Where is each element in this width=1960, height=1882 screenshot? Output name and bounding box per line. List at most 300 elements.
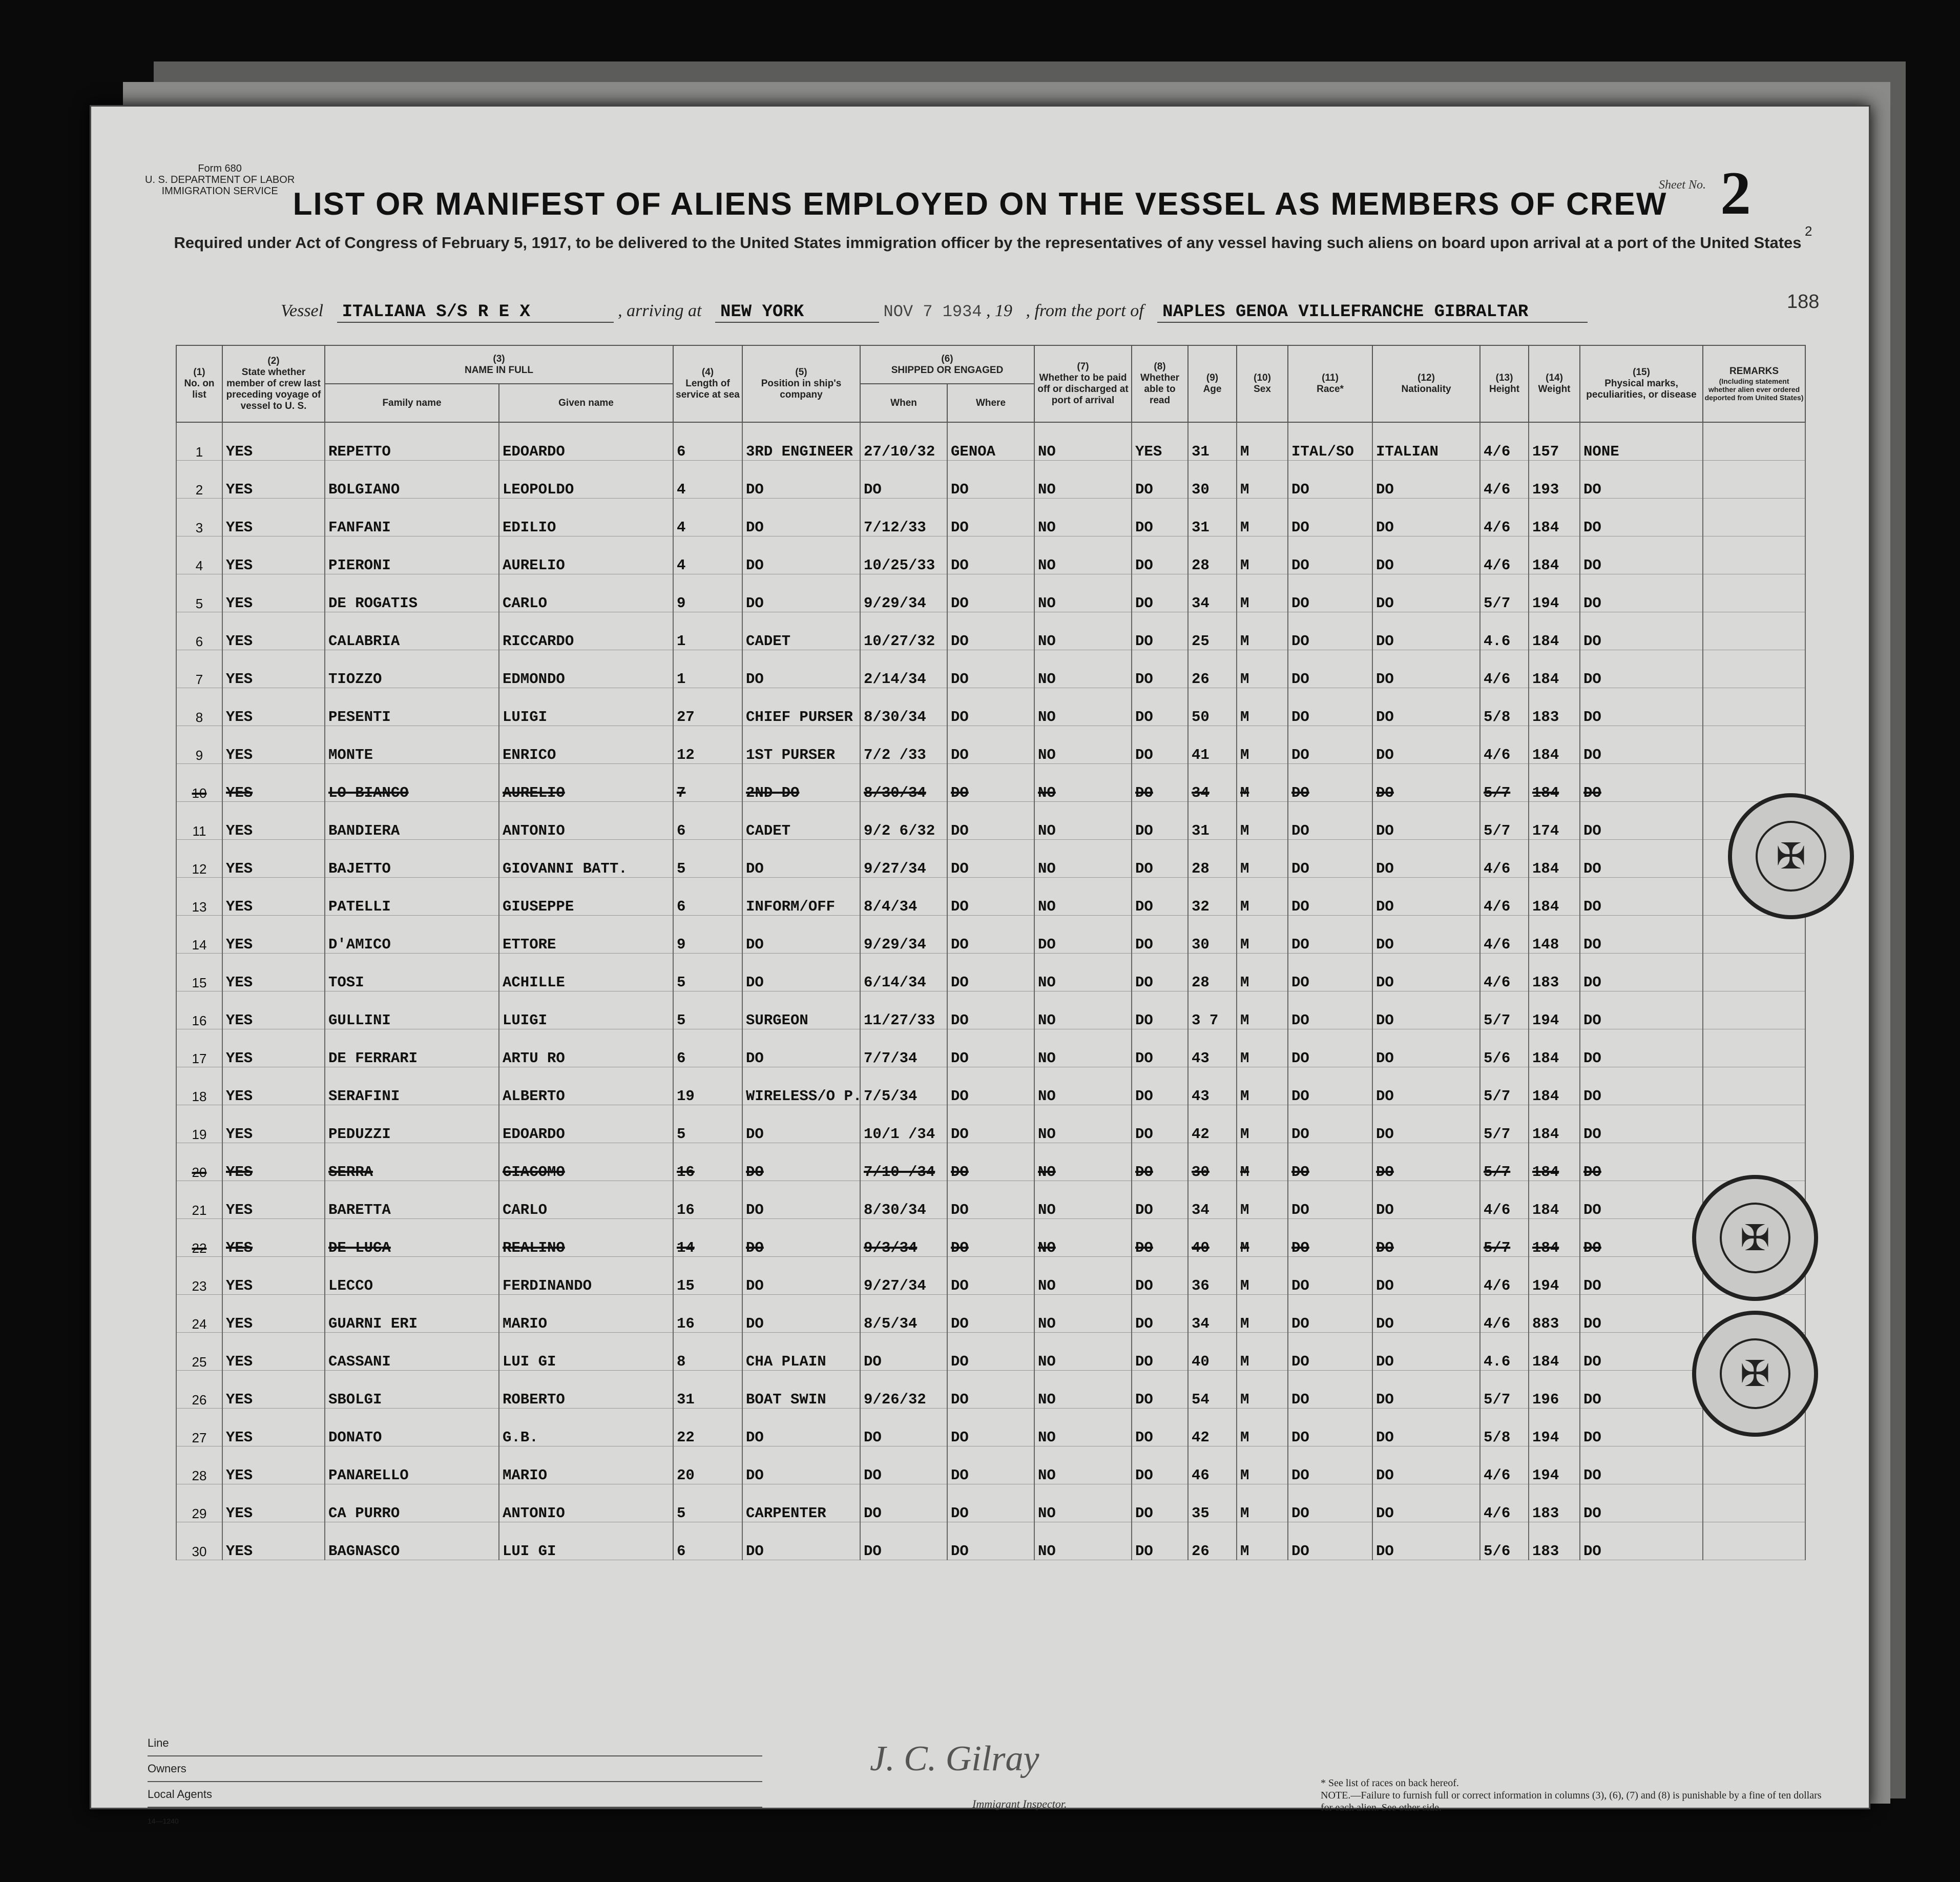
paid-off: NO bbox=[1034, 840, 1132, 878]
position: DO bbox=[742, 1409, 860, 1446]
service-length: 9 bbox=[673, 916, 742, 954]
height: 4/6 bbox=[1480, 1181, 1529, 1219]
paid-off: NO bbox=[1034, 422, 1132, 461]
paid-off: NO bbox=[1034, 1333, 1132, 1371]
physical-marks: DO bbox=[1580, 916, 1703, 954]
prev-voyage: YES bbox=[222, 1446, 325, 1484]
physical-marks: DO bbox=[1580, 1522, 1703, 1560]
family-name: D'AMICO bbox=[325, 916, 499, 954]
row-number: 18 bbox=[176, 1067, 222, 1105]
paid-off: NO bbox=[1034, 726, 1132, 764]
given-name: G.B. bbox=[499, 1409, 673, 1446]
weight: 184 bbox=[1529, 1181, 1580, 1219]
age: 3 7 bbox=[1188, 991, 1237, 1029]
shipped-when: 8/4/34 bbox=[860, 878, 947, 916]
shipped-where: DO bbox=[947, 916, 1034, 954]
physical-marks: DO bbox=[1580, 991, 1703, 1029]
height: 4/6 bbox=[1480, 954, 1529, 991]
physical-marks: DO bbox=[1580, 1067, 1703, 1105]
shipped-where: DO bbox=[947, 688, 1034, 726]
position: DO bbox=[742, 916, 860, 954]
height: 5/6 bbox=[1480, 1029, 1529, 1067]
able-to-read: DO bbox=[1132, 1522, 1188, 1560]
service-length: 6 bbox=[673, 422, 742, 461]
col-remarks: REMARKS (Including statement whether alien ever ordered deported from United States) bbox=[1703, 345, 1805, 422]
able-to-read: YES bbox=[1132, 422, 1188, 461]
footer-fields bbox=[148, 1731, 762, 1832]
family-name: BARETTA bbox=[325, 1181, 499, 1219]
family-name: BOLGIANO bbox=[325, 461, 499, 499]
position: DO bbox=[742, 499, 860, 536]
paid-off: NO bbox=[1034, 1409, 1132, 1446]
given-name: REALINO bbox=[499, 1219, 673, 1257]
shipped-when: 7/2 /33 bbox=[860, 726, 947, 764]
remarks bbox=[1703, 1029, 1805, 1067]
col-given-name: Given name bbox=[499, 384, 673, 422]
prev-voyage: YES bbox=[222, 916, 325, 954]
consulate-seal bbox=[1692, 1175, 1818, 1301]
family-name: LECCO bbox=[325, 1257, 499, 1295]
row-number: 23 bbox=[176, 1257, 222, 1295]
sex: M bbox=[1237, 461, 1288, 499]
shipped-when: 2/14/34 bbox=[860, 650, 947, 688]
sex: M bbox=[1237, 1181, 1288, 1219]
service-length: 12 bbox=[673, 726, 742, 764]
shipped-when: DO bbox=[860, 1409, 947, 1446]
family-name: CALABRIA bbox=[325, 612, 499, 650]
col-nationality: (12) Nationality bbox=[1372, 345, 1480, 422]
given-name: EDMONDO bbox=[499, 650, 673, 688]
able-to-read: DO bbox=[1132, 688, 1188, 726]
height: 4/6 bbox=[1480, 726, 1529, 764]
service-length: 14 bbox=[673, 1219, 742, 1257]
row-number: 16 bbox=[176, 991, 222, 1029]
sex: M bbox=[1237, 1029, 1288, 1067]
shipped-where: DO bbox=[947, 764, 1034, 802]
able-to-read: DO bbox=[1132, 499, 1188, 536]
family-name: FANFANI bbox=[325, 499, 499, 536]
table-row bbox=[176, 1446, 1805, 1484]
prev-voyage: YES bbox=[222, 1067, 325, 1105]
shipped-where: DO bbox=[947, 1257, 1034, 1295]
service-length: 6 bbox=[673, 878, 742, 916]
weight: 184 bbox=[1529, 1333, 1580, 1371]
weight: 184 bbox=[1529, 1067, 1580, 1105]
nationality: DO bbox=[1372, 878, 1480, 916]
prev-voyage: YES bbox=[222, 650, 325, 688]
nationality: DO bbox=[1372, 650, 1480, 688]
table-row bbox=[176, 1181, 1805, 1219]
shipped-when: 9/3/34 bbox=[860, 1219, 947, 1257]
shipped-where: DO bbox=[947, 1067, 1034, 1105]
race: DO bbox=[1288, 1257, 1372, 1295]
physical-marks: DO bbox=[1580, 1105, 1703, 1143]
height: 4/6 bbox=[1480, 878, 1529, 916]
physical-marks: DO bbox=[1580, 1371, 1703, 1409]
family-name: PIERONI bbox=[325, 536, 499, 574]
physical-marks: DO bbox=[1580, 726, 1703, 764]
sheet-no-label: Sheet No. bbox=[1659, 178, 1706, 192]
sex: M bbox=[1237, 1105, 1288, 1143]
family-name: LO BIANCO bbox=[325, 764, 499, 802]
nationality: DO bbox=[1372, 688, 1480, 726]
family-name: REPETTO bbox=[325, 422, 499, 461]
race: DO bbox=[1288, 574, 1372, 612]
position: 3RD ENGINEER bbox=[742, 422, 860, 461]
family-name: MONTE bbox=[325, 726, 499, 764]
page-title: LIST OR MANIFEST OF ALIENS EMPLOYED ON THE VESSEL AS MEMBERS OF CREW bbox=[293, 187, 1667, 222]
shipped-when: 10/1 /34 bbox=[860, 1105, 947, 1143]
nationality: DO bbox=[1372, 1333, 1480, 1371]
shipped-when: 7/5/34 bbox=[860, 1067, 947, 1105]
given-name: MARIO bbox=[499, 1446, 673, 1484]
shipped-where: DO bbox=[947, 1219, 1034, 1257]
age: 54 bbox=[1188, 1371, 1237, 1409]
prev-voyage: YES bbox=[222, 1371, 325, 1409]
shipped-where: DO bbox=[947, 499, 1034, 536]
able-to-read: DO bbox=[1132, 1409, 1188, 1446]
shipped-where: DO bbox=[947, 1029, 1034, 1067]
family-name: DE FERRARI bbox=[325, 1029, 499, 1067]
table-row bbox=[176, 1067, 1805, 1105]
prev-voyage: YES bbox=[222, 536, 325, 574]
age: 42 bbox=[1188, 1409, 1237, 1446]
age: 30 bbox=[1188, 1143, 1237, 1181]
table-row bbox=[176, 1029, 1805, 1067]
shipped-where: DO bbox=[947, 536, 1034, 574]
col-age: (9) Age bbox=[1188, 345, 1237, 422]
table-row bbox=[176, 802, 1805, 840]
race: DO bbox=[1288, 991, 1372, 1029]
row-number: 28 bbox=[176, 1446, 222, 1484]
paid-off: NO bbox=[1034, 650, 1132, 688]
prev-voyage: YES bbox=[222, 499, 325, 536]
inspector-label: Immigrant Inspector. bbox=[972, 1797, 1067, 1810]
paid-off: NO bbox=[1034, 1446, 1132, 1484]
remarks bbox=[1703, 1484, 1805, 1522]
given-name: LUIGI bbox=[499, 991, 673, 1029]
prev-voyage: YES bbox=[222, 1295, 325, 1333]
remarks bbox=[1703, 991, 1805, 1029]
sex: M bbox=[1237, 916, 1288, 954]
race: DO bbox=[1288, 878, 1372, 916]
sheet-small-number: 2 bbox=[1805, 223, 1812, 239]
row-number: 9 bbox=[176, 726, 222, 764]
nationality: DO bbox=[1372, 1522, 1480, 1560]
col-position: (5) Position in ship's company bbox=[742, 345, 860, 422]
year-label: , 19 bbox=[986, 301, 1013, 320]
age: 42 bbox=[1188, 1105, 1237, 1143]
able-to-read: DO bbox=[1132, 840, 1188, 878]
age: 31 bbox=[1188, 802, 1237, 840]
arriving-label: , arriving at bbox=[618, 301, 702, 320]
physical-marks: DO bbox=[1580, 1219, 1703, 1257]
shipped-when: 8/30/34 bbox=[860, 1181, 947, 1219]
physical-marks: DO bbox=[1580, 1446, 1703, 1484]
height: 4/6 bbox=[1480, 650, 1529, 688]
service-length: 6 bbox=[673, 1522, 742, 1560]
nationality: DO bbox=[1372, 1484, 1480, 1522]
shipped-when: 7/7/34 bbox=[860, 1029, 947, 1067]
paid-off: NO bbox=[1034, 688, 1132, 726]
height: 5/7 bbox=[1480, 764, 1529, 802]
shipped-when: 10/27/32 bbox=[860, 612, 947, 650]
able-to-read: DO bbox=[1132, 1446, 1188, 1484]
nationality: DO bbox=[1372, 1105, 1480, 1143]
position: DO bbox=[742, 840, 860, 878]
shipped-when: DO bbox=[860, 1333, 947, 1371]
position: CARPENTER bbox=[742, 1484, 860, 1522]
shipped-where: DO bbox=[947, 1446, 1034, 1484]
nationality: DO bbox=[1372, 1371, 1480, 1409]
col-height: (13) Height bbox=[1480, 345, 1529, 422]
departure-ports: NAPLES GENOA VILLEFRANCHE GIBRALTAR bbox=[1157, 302, 1588, 323]
col-shipped: (6) SHIPPED OR ENGAGED bbox=[860, 345, 1034, 384]
col-where: Where bbox=[947, 384, 1034, 422]
sex: M bbox=[1237, 536, 1288, 574]
footer-notes bbox=[1321, 1777, 1833, 1814]
able-to-read: DO bbox=[1132, 1219, 1188, 1257]
able-to-read: DO bbox=[1132, 1029, 1188, 1067]
service-length: 4 bbox=[673, 499, 742, 536]
row-number: 15 bbox=[176, 954, 222, 991]
shipped-where: DO bbox=[947, 802, 1034, 840]
col-when: When bbox=[860, 384, 947, 422]
col-race: (11) Race* bbox=[1288, 345, 1372, 422]
crew-table-wrap bbox=[176, 345, 1805, 1560]
service-length: 15 bbox=[673, 1257, 742, 1295]
service-length: 9 bbox=[673, 574, 742, 612]
paid-off: NO bbox=[1034, 1105, 1132, 1143]
nationality: DO bbox=[1372, 954, 1480, 991]
age: 43 bbox=[1188, 1067, 1237, 1105]
nationality: DO bbox=[1372, 916, 1480, 954]
date-stamp: NOV 7 1934 bbox=[883, 302, 982, 321]
age: 50 bbox=[1188, 688, 1237, 726]
weight: 183 bbox=[1529, 1522, 1580, 1560]
physical-marks: DO bbox=[1580, 1029, 1703, 1067]
weight: 184 bbox=[1529, 764, 1580, 802]
paid-off: DO bbox=[1034, 916, 1132, 954]
race: DO bbox=[1288, 1446, 1372, 1484]
prev-voyage: YES bbox=[222, 1257, 325, 1295]
physical-marks: DO bbox=[1580, 1484, 1703, 1522]
weight: 184 bbox=[1529, 1105, 1580, 1143]
given-name: CARLO bbox=[499, 1181, 673, 1219]
col-family-name: Family name bbox=[325, 384, 499, 422]
remarks bbox=[1703, 461, 1805, 499]
given-name: EDOARDO bbox=[499, 422, 673, 461]
weight: 193 bbox=[1529, 461, 1580, 499]
prev-voyage: YES bbox=[222, 726, 325, 764]
arrival-port: NEW YORK bbox=[715, 302, 879, 323]
prev-voyage: YES bbox=[222, 878, 325, 916]
weight: 194 bbox=[1529, 1409, 1580, 1446]
table-row bbox=[176, 574, 1805, 612]
able-to-read: DO bbox=[1132, 1105, 1188, 1143]
table-row bbox=[176, 1522, 1805, 1560]
weight: 184 bbox=[1529, 536, 1580, 574]
able-to-read: DO bbox=[1132, 916, 1188, 954]
height: 4/6 bbox=[1480, 1257, 1529, 1295]
prev-voyage: YES bbox=[222, 1143, 325, 1181]
shipped-when: 9/27/34 bbox=[860, 840, 947, 878]
height: 4/6 bbox=[1480, 422, 1529, 461]
able-to-read: DO bbox=[1132, 1295, 1188, 1333]
able-to-read: DO bbox=[1132, 991, 1188, 1029]
service-length: 31 bbox=[673, 1371, 742, 1409]
col-service: (4) Length of service at sea bbox=[673, 345, 742, 422]
family-name: PATELLI bbox=[325, 878, 499, 916]
age: 34 bbox=[1188, 1181, 1237, 1219]
position: DO bbox=[742, 536, 860, 574]
given-name: GIACOMO bbox=[499, 1143, 673, 1181]
paid-off: NO bbox=[1034, 461, 1132, 499]
row-number: 24 bbox=[176, 1295, 222, 1333]
nationality: DO bbox=[1372, 991, 1480, 1029]
able-to-read: DO bbox=[1132, 802, 1188, 840]
shipped-when: 8/5/34 bbox=[860, 1295, 947, 1333]
height: 5/6 bbox=[1480, 1522, 1529, 1560]
family-name: BAJETTO bbox=[325, 840, 499, 878]
remarks bbox=[1703, 536, 1805, 574]
prev-voyage: YES bbox=[222, 1484, 325, 1522]
race: DO bbox=[1288, 726, 1372, 764]
inspector-signature: J. C. Gilray bbox=[870, 1739, 1039, 1778]
agents-code: 14—1240 bbox=[148, 1817, 179, 1825]
weight: 184 bbox=[1529, 1219, 1580, 1257]
age: 46 bbox=[1188, 1446, 1237, 1484]
table-row bbox=[176, 650, 1805, 688]
service-length: 5 bbox=[673, 1484, 742, 1522]
prev-voyage: YES bbox=[222, 1333, 325, 1371]
nationality: DO bbox=[1372, 536, 1480, 574]
table-row bbox=[176, 991, 1805, 1029]
nationality: DO bbox=[1372, 1257, 1480, 1295]
given-name: GIOVANNI BATT. bbox=[499, 840, 673, 878]
row-number: 6 bbox=[176, 612, 222, 650]
table-row bbox=[176, 612, 1805, 650]
paid-off: NO bbox=[1034, 1295, 1132, 1333]
race: DO bbox=[1288, 840, 1372, 878]
sex: M bbox=[1237, 1371, 1288, 1409]
row-number: 2 bbox=[176, 461, 222, 499]
prev-voyage: YES bbox=[222, 461, 325, 499]
col-paid-off: (7) Whether to be paid off or discharged at port of arrival bbox=[1034, 345, 1132, 422]
family-name: CA PURRO bbox=[325, 1484, 499, 1522]
nationality: DO bbox=[1372, 1029, 1480, 1067]
position: DO bbox=[742, 1257, 860, 1295]
nationality: DO bbox=[1372, 1181, 1480, 1219]
physical-marks: DO bbox=[1580, 499, 1703, 536]
prev-voyage: YES bbox=[222, 612, 325, 650]
shipped-when: 7/10 /34 bbox=[860, 1143, 947, 1181]
vessel-line bbox=[281, 301, 1588, 323]
family-name: SERRA bbox=[325, 1143, 499, 1181]
weight: 194 bbox=[1529, 1446, 1580, 1484]
weight: 184 bbox=[1529, 650, 1580, 688]
family-name: SBOLGI bbox=[325, 1371, 499, 1409]
paid-off: NO bbox=[1034, 1143, 1132, 1181]
position: BOAT SWIN bbox=[742, 1371, 860, 1409]
weight: 184 bbox=[1529, 840, 1580, 878]
family-name: SERAFINI bbox=[325, 1067, 499, 1105]
prev-voyage: YES bbox=[222, 840, 325, 878]
able-to-read: DO bbox=[1132, 1257, 1188, 1295]
sex: M bbox=[1237, 574, 1288, 612]
race: DO bbox=[1288, 1484, 1372, 1522]
table-row bbox=[176, 1257, 1805, 1295]
prev-voyage: YES bbox=[222, 1181, 325, 1219]
col-prev-voyage: (2) State whether member of crew last preceding voyage of vessel to U. S. bbox=[222, 345, 325, 422]
age: 35 bbox=[1188, 1484, 1237, 1522]
row-number: 1 bbox=[176, 422, 222, 461]
row-number: 10 bbox=[176, 764, 222, 802]
given-name: ROBERTO bbox=[499, 1371, 673, 1409]
age: 34 bbox=[1188, 1295, 1237, 1333]
vessel-label: Vessel bbox=[281, 301, 324, 320]
table-row bbox=[176, 1105, 1805, 1143]
table-row bbox=[176, 1295, 1805, 1333]
family-name: DONATO bbox=[325, 1409, 499, 1446]
race: DO bbox=[1288, 1295, 1372, 1333]
race: DO bbox=[1288, 916, 1372, 954]
shipped-when: DO bbox=[860, 1446, 947, 1484]
family-name: PANARELLO bbox=[325, 1446, 499, 1484]
weight: 174 bbox=[1529, 802, 1580, 840]
given-name: MARIO bbox=[499, 1295, 673, 1333]
given-name: ALBERTO bbox=[499, 1067, 673, 1105]
given-name: LUIGI bbox=[499, 688, 673, 726]
race: DO bbox=[1288, 1029, 1372, 1067]
sex: M bbox=[1237, 422, 1288, 461]
weight: 184 bbox=[1529, 726, 1580, 764]
table-row bbox=[176, 461, 1805, 499]
sex: M bbox=[1237, 650, 1288, 688]
remarks bbox=[1703, 499, 1805, 536]
sex: M bbox=[1237, 726, 1288, 764]
shipped-when: 9/2 6/32 bbox=[860, 802, 947, 840]
weight: 184 bbox=[1529, 878, 1580, 916]
paid-off: NO bbox=[1034, 1219, 1132, 1257]
race: DO bbox=[1288, 1409, 1372, 1446]
position: CADET bbox=[742, 802, 860, 840]
service-length: 5 bbox=[673, 1105, 742, 1143]
able-to-read: DO bbox=[1132, 612, 1188, 650]
height: 5/7 bbox=[1480, 1067, 1529, 1105]
height: 4/6 bbox=[1480, 1446, 1529, 1484]
remarks bbox=[1703, 1067, 1805, 1105]
paid-off: NO bbox=[1034, 574, 1132, 612]
physical-marks: DO bbox=[1580, 650, 1703, 688]
family-name: TOSI bbox=[325, 954, 499, 991]
weight: 184 bbox=[1529, 1143, 1580, 1181]
shipped-when: 8/30/34 bbox=[860, 764, 947, 802]
service-length: 4 bbox=[673, 536, 742, 574]
race-note: * See list of races on back hereof. bbox=[1321, 1777, 1459, 1789]
height: 5/7 bbox=[1480, 1105, 1529, 1143]
sex: M bbox=[1237, 499, 1288, 536]
race: DO bbox=[1288, 650, 1372, 688]
service-length: 1 bbox=[673, 612, 742, 650]
col-name: (3) NAME IN FULL bbox=[325, 345, 673, 384]
margin-annotation: 188 bbox=[1787, 291, 1820, 313]
shipped-where: DO bbox=[947, 574, 1034, 612]
weight: 194 bbox=[1529, 991, 1580, 1029]
col-sex: (10) Sex bbox=[1237, 345, 1288, 422]
table-row bbox=[176, 954, 1805, 991]
able-to-read: DO bbox=[1132, 574, 1188, 612]
